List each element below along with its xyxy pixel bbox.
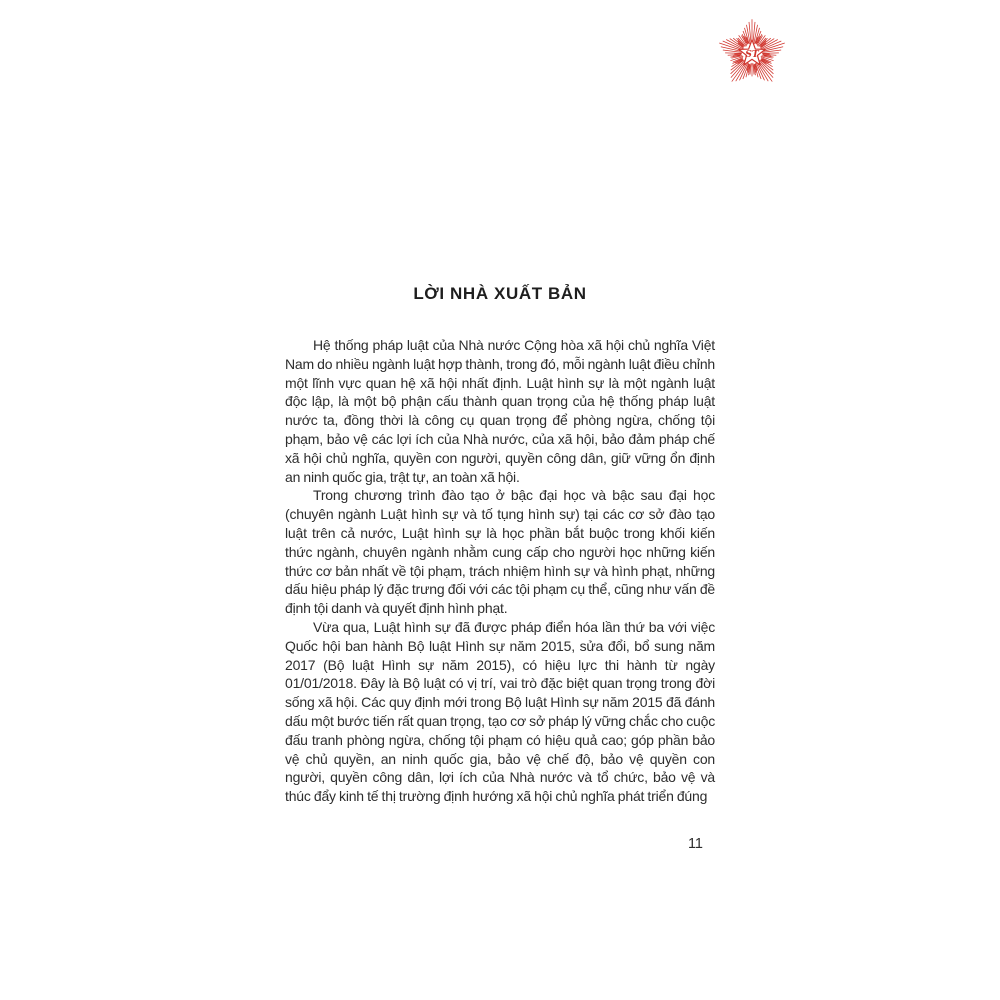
publisher-monogram: ST [745, 49, 759, 61]
page-title: LỜI NHÀ XUẤT BẢN [413, 284, 587, 303]
publisher-logo-icon [710, 10, 794, 94]
paragraph-1: Hệ thống pháp luật của Nhà nước Cộng hòa xã hội chủ nghĩa Việt Nam do nhiều ngành luật hợp thành, trong đó, mỗi ngành luật điều chỉnh một lĩnh vực quan hệ xã hội nhất định. Luật hình sự là một ngành luật độc lập, là một bộ phận cấu thành quan trọng của hệ thống pháp luật nước ta, đồng thời là công cụ quan trọng để phòng ngừa, chống tội phạm, bảo vệ các lợi ích của Nhà nước, của xã hội, bảo đảm pháp chế xã hội chủ nghĩa, quyền con người, quyền công dân, giữ vững ổn định an ninh quốc gia, trật tự, an toàn xã hội. [285, 337, 716, 485]
paragraph-2: Trong chương trình đào tạo ở bậc đại học và bậc sau đại học (chuyên ngành Luật hình sự và tố tụng hình sự) tại các cơ sở đào tạo luật trên cả nước, Luật hình sự là học phần bắt buộc trong khối kiến thức ngành, chuyên ngành nhằm cung cấp cho người học những kiến thức cơ bản nhất về tội phạm, trách nhiệm hình sự và hình phạt, những dấu hiệu pháp lý đặc trưng đối với các tội phạm cụ thể, cũng như vấn đề định tội danh và quyết định hình phạt. [285, 487, 715, 617]
page-number: 11 [687, 836, 703, 852]
paragraph-3: Vừa qua, Luật hình sự đã được pháp điển hóa lần thứ ba với việc Quốc hội ban hành Bộ luật Hình sự năm 2015, sửa đổi, bổ sung năm 2017 (Bộ luật Hình sự năm 2015), có hiệu lực thi hành từ ngày 01/01/2018. Đây là Bộ luật có vị trí, vai trò đặc biệt quan trọng trong đời sống xã hội. Các quy định mới trong Bộ luật Hình sự năm 2015 đã đánh dấu một bước tiến rất quan trọng, tạo cơ sở pháp lý vững chắc cho cuộc đấu tranh phòng ngừa, chống tội phạm có hiệu quả cao; góp phần bảo vệ chủ quyền, an ninh quốc gia, bảo vệ chế độ, bảo vệ quyền con người, quyền công dân, lợi ích của Nhà nước và tổ chức, bảo vệ và thúc đẩy kinh tế thị trường định hướng xã hội chủ nghĩa phát triển đúng [285, 618, 715, 805]
body-text [285, 336, 715, 806]
